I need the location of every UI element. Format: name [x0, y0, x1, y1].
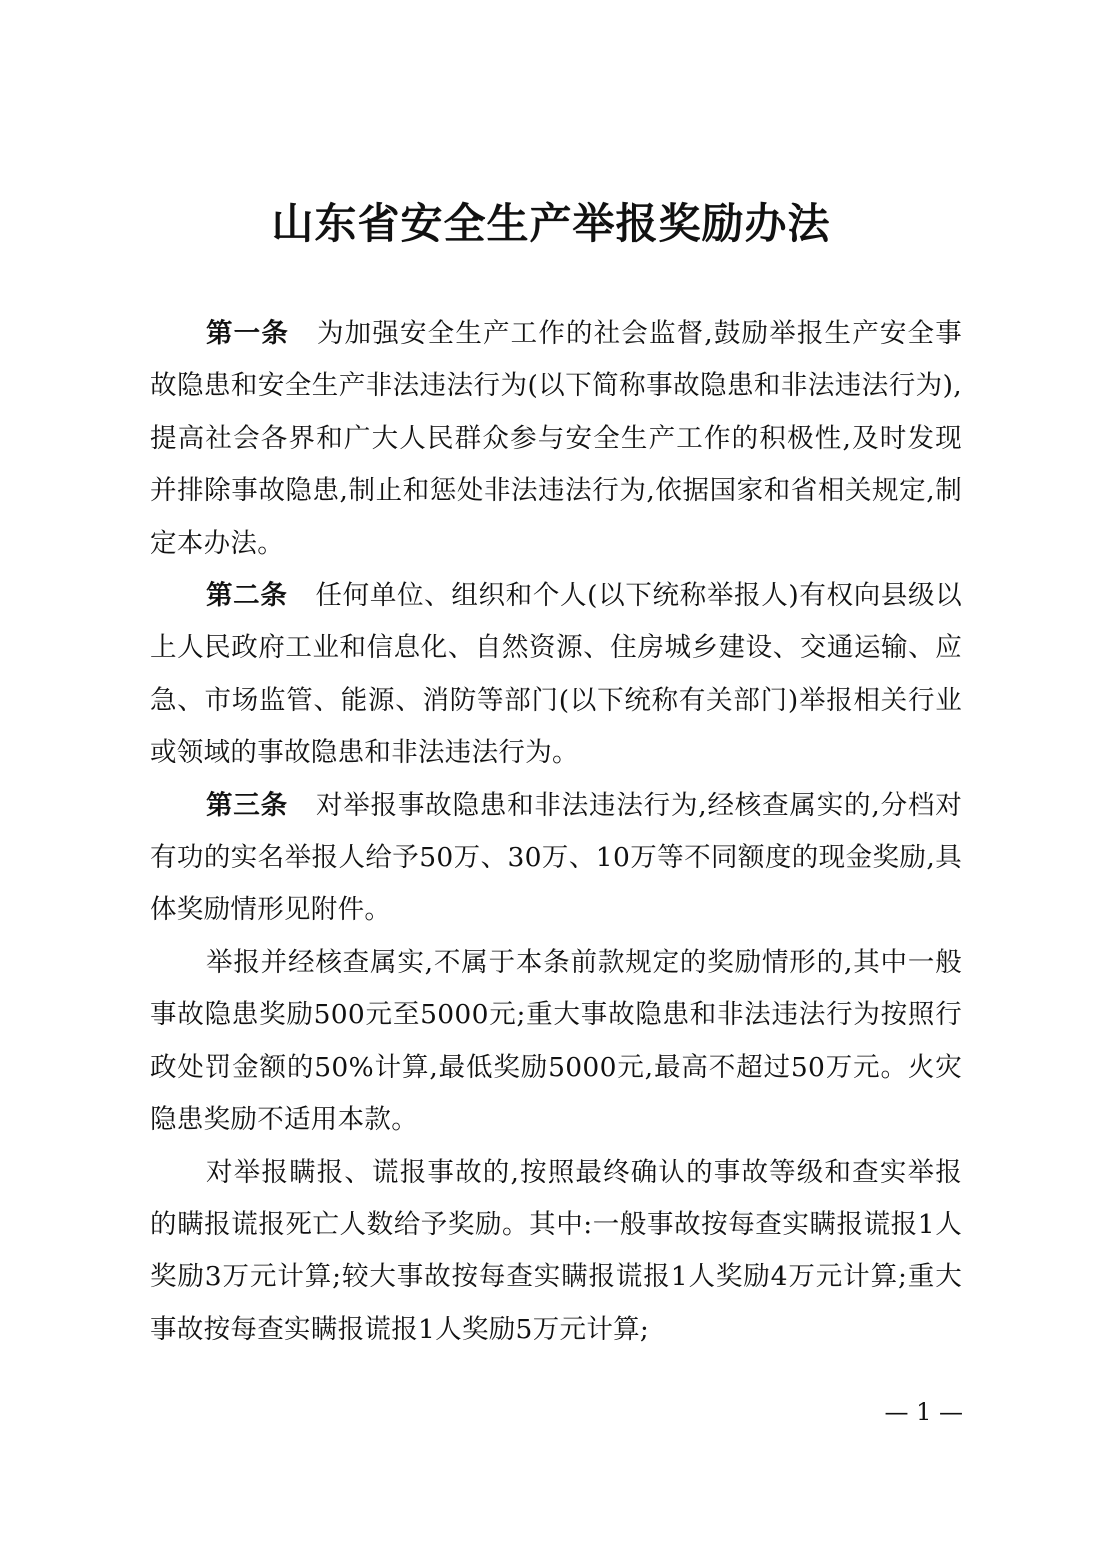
article-label: 第二条: [206, 580, 288, 612]
paragraph-article-3-clause-2: [150, 937, 962, 1147]
article-label: 第三条: [206, 789, 288, 821]
paragraph-article-3: [150, 780, 962, 937]
paragraph-article-1: [150, 308, 962, 570]
paragraph-text: 举报并经核查属实,不属于本条前款规定的奖励情形的,其中一般事故隐患奖励500元至5000元;重大事故隐患和非法违法行为按照行政处罚金额的50%计算,最低奖励5000元,最高不超过50万元。火灾隐患奖励不适用本款。: [150, 946, 962, 1136]
paragraph-text: 任何单位、组织和个人(以下统称举报人)有权向县级以上人民政府工业和信息化、自然资源、住房城乡建设、交通运输、应急、市场监管、能源、消防等部门(以下统称有关部门)举报相关行业或领域的事故隐患和非法违法行为。: [150, 580, 962, 769]
paragraph-text: 为加强安全生产工作的社会监督,鼓励举报生产安全事故隐患和安全生产非法违法行为(以下简称事故隐患和非法违法行为),提高社会各界和广大人民群众参与安全生产工作的积极性,及时发现并排除事故隐患,制止和惩处非法违法行为,依据国家和省相关规定,制定本办法。: [150, 318, 962, 559]
document-title: 山东省安全生产举报奖励办法: [271, 199, 831, 248]
paragraph-text: 对举报事故隐患和非法违法行为,经核查属实的,分档对有功的实名举报人给予50万、30万、10万等不同额度的现金奖励,具体奖励情形见附件。: [150, 789, 962, 926]
paragraph-article-3-clause-3: [150, 1147, 962, 1357]
document-body: [150, 308, 962, 1356]
paragraph-text: 对举报瞒报、谎报事故的,按照最终确认的事故等级和查实举报的瞒报谎报死亡人数给予奖励。其中:一般事故按每查实瞒报谎报1人奖励3万元计算;较大事故按每查实瞒报谎报1人奖励4万元计算;重大事故按每查实瞒报谎报1人奖励5万元计算;: [150, 1156, 962, 1345]
article-label: 第一条: [206, 318, 289, 349]
paragraph-article-2: [150, 570, 962, 780]
page-number: — 1 —: [884, 1398, 963, 1426]
